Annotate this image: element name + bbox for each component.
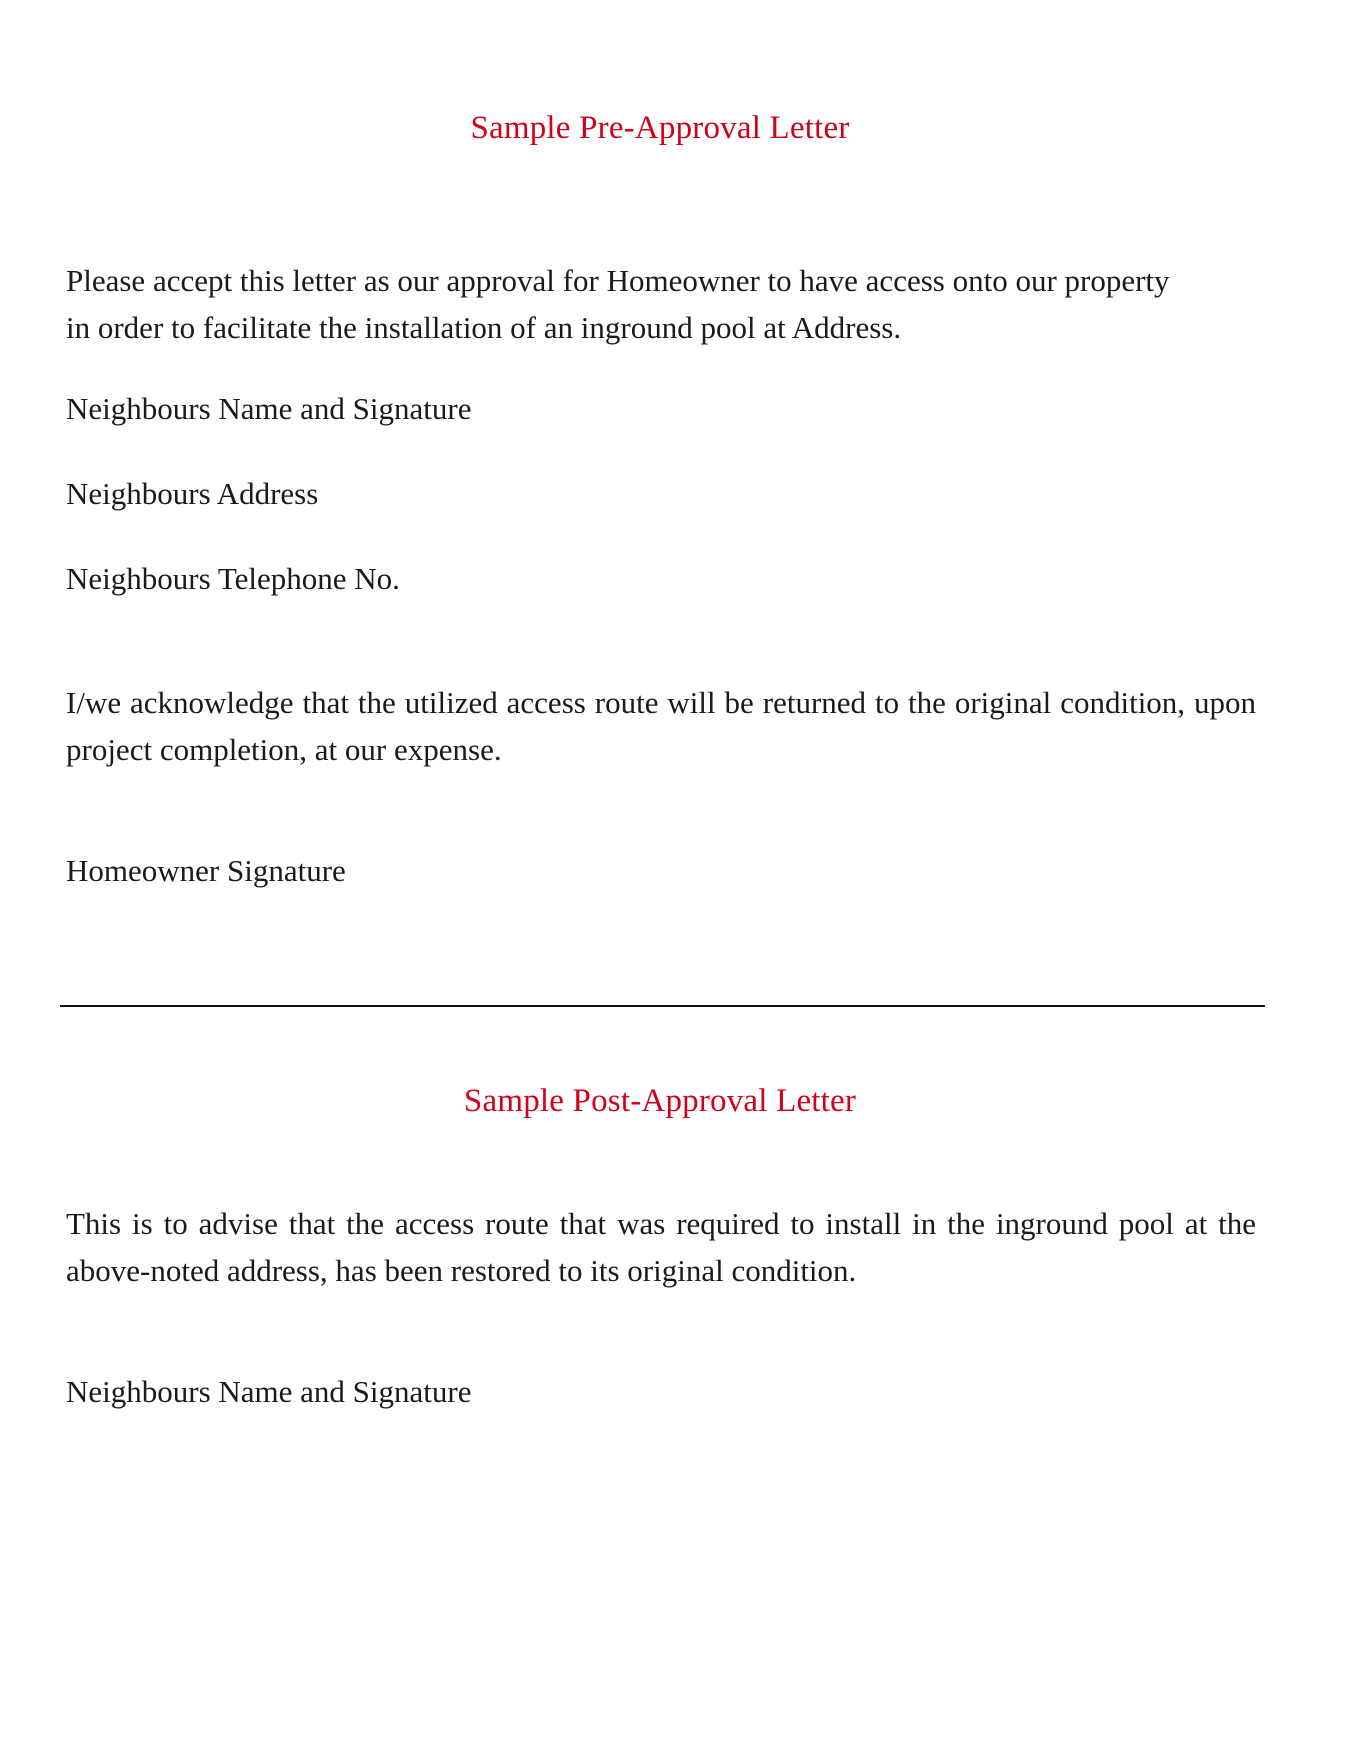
neighbour-address-label: Neighbours Address <box>66 476 319 511</box>
acknowledgement-paragraph: I/we acknowledge that the utilized access route will be returned to the original condition, upon project completion, at our expense. <box>66 685 1256 767</box>
neighbour-telephone-label: Neighbours Telephone No. <box>66 561 400 596</box>
post-approval-title: Sample Post-Approval Letter <box>463 1083 857 1119</box>
post-approval-body: This is to advise that the access route that was required to install in the inground pool at the above-noted address, has been restored to its original condition. <box>66 1206 1256 1288</box>
section-divider <box>60 1005 1265 1007</box>
post-neighbour-name-signature-label: Neighbours Name and Signature <box>66 1374 472 1409</box>
pre-approval-title: Sample Pre-Approval Letter <box>470 110 850 146</box>
pre-neighbour-name-signature-label: Neighbours Name and Signature <box>66 391 472 426</box>
homeowner-signature-label: Homeowner Signature <box>66 853 346 888</box>
pre-approval-body: Please accept this letter as our approval for Homeowner to have access onto our property in order to facilitate the installation of an inground pool at Address. <box>66 263 1170 345</box>
